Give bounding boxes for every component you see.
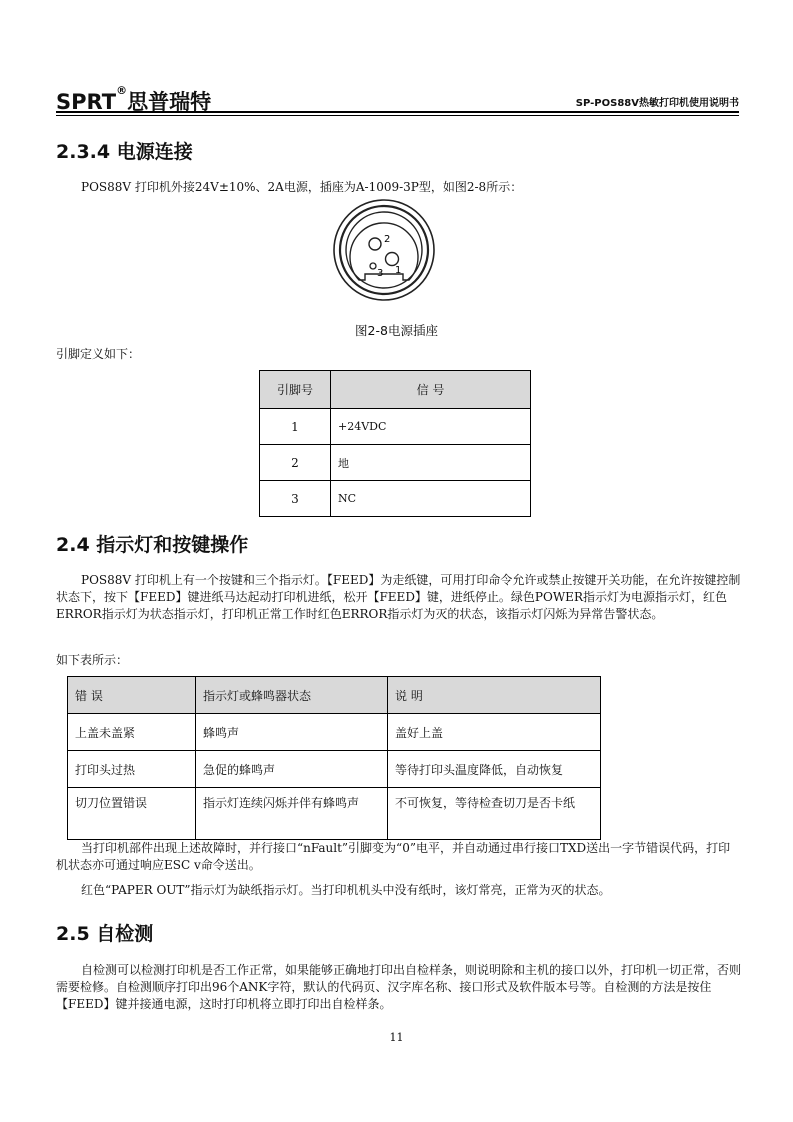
paragraph-indicators: POS88Ⅴ 打印机上有一个按键和三个指示灯。【FEED】为走纸键，可用打印命令允许或禁止按键开关功能，在允许按键控制状态下，按下【FEED】键进纸马达起动打印机进纸，松开【FEED】键，进纸停止。绿色POWER指示灯为电源指示灯，红色ERROR指示灯为状态指示灯，打印机正常工作时红色ERROR指示灯为灭的状态，该指示灯闪烁为异常告警状态。	[56, 573, 741, 621]
header-rule-thin	[56, 115, 739, 116]
pin-3-hole	[370, 263, 376, 269]
page-number: 11	[389, 1031, 404, 1044]
pin-signal: +24VDC	[331, 409, 531, 445]
pin-number: 3	[260, 481, 331, 517]
table-row	[260, 445, 531, 481]
brand-registered-mark: ®	[116, 84, 128, 97]
pin-number: 2	[260, 445, 331, 481]
pin-label-2: 2	[384, 234, 391, 245]
page-header	[56, 84, 739, 114]
table-intro-label: 如下表所示：	[56, 653, 129, 667]
table-row	[68, 751, 601, 788]
pin-label-1: 1	[395, 265, 402, 276]
power-connector-diagram	[331, 198, 437, 302]
pin-definition-table	[259, 370, 531, 517]
table-row	[68, 714, 601, 751]
paragraph-paper-out: 红色“PAPER OUT”指示灯为缺纸指示灯。当打印机机头中没有纸时，该灯常亮，正常为灭的状态。	[81, 883, 611, 897]
section-heading-2-3-4: 2.3.4 电源连接	[56, 141, 193, 163]
pin-signal: 地	[331, 445, 531, 481]
error-status-table	[67, 676, 601, 840]
description-cell: 不可恢复，等待检查切刀是否卡纸	[388, 788, 601, 840]
pin-label-3: 3	[377, 268, 384, 279]
pin-definition-label: 引脚定义如下：	[56, 347, 141, 361]
table-header-row	[260, 371, 531, 409]
col-header-signal: 信 号	[331, 371, 531, 409]
indicator-cell: 急促的蜂鸣声	[196, 751, 388, 788]
description-cell: 盖好上盖	[388, 714, 601, 751]
col-header-error: 错 误	[68, 677, 196, 714]
document-title: SP-POS88Ⅴ热敏打印机使用说明书	[575, 98, 739, 109]
connector-key-housing	[350, 223, 418, 280]
error-cell: 打印头过热	[68, 751, 196, 788]
col-header-indicator: 指示灯或蜂鸣器状态	[196, 677, 388, 714]
paragraph-self-test: 自检测可以检测打印机是否工作正常，如果能够正确地打印出自检样条，则说明除和主机的接口以外，打印机一切正常，否则需要检修。自检测顺序打印出96个ANK字符，默认的代码页、汉字库名称、接口形式及软件版本号等。自检测的方法是按住【FEED】键并接通电源，这时打印机将立即打印出自检样条。	[56, 963, 742, 1011]
indicator-cell: 指示灯连续闪烁并伴有蜂鸣声	[196, 788, 388, 840]
paragraph-power-intro: POS88Ⅴ 打印机外接24V±10%、2A电源，插座为A-1009-3P型，如图2-8所示：	[81, 180, 523, 194]
header-rule-thick	[56, 111, 739, 113]
table-header-row	[68, 677, 601, 714]
table-row	[260, 481, 531, 517]
description-cell: 等待打印头温度降低，自动恢复	[388, 751, 601, 788]
table-row	[260, 409, 531, 445]
pin-number: 1	[260, 409, 331, 445]
col-header-pin: 引脚号	[260, 371, 331, 409]
paragraph-fault-output: 当打印机部件出现上述故障时，并行接口“nFault”引脚变为“0”电平，并自动通过串行接口TXD送出一字节错误代码，打印机状态亦可通过响应ESC v命令送出。	[56, 841, 731, 872]
pin-2-hole	[369, 238, 381, 250]
figure-caption: 图2-8电源插座	[355, 323, 438, 338]
brand-name: SPRT	[56, 90, 117, 114]
brand-name-cn: 思普瑞特	[127, 90, 212, 114]
pin-1-hole	[386, 253, 399, 266]
connector-ring-2	[340, 206, 428, 294]
section-heading-2-4: 2.4 指示灯和按键操作	[56, 534, 249, 556]
error-cell: 上盖未盖紧	[68, 714, 196, 751]
pin-signal: NC	[331, 481, 531, 517]
indicator-cell: 蜂鸣声	[196, 714, 388, 751]
error-cell: 切刀位置错误	[68, 788, 196, 840]
connector-outer-ring	[334, 200, 434, 300]
table-row	[68, 788, 601, 840]
col-header-description: 说 明	[388, 677, 601, 714]
section-heading-2-5: 2.5 自检测	[56, 923, 154, 945]
